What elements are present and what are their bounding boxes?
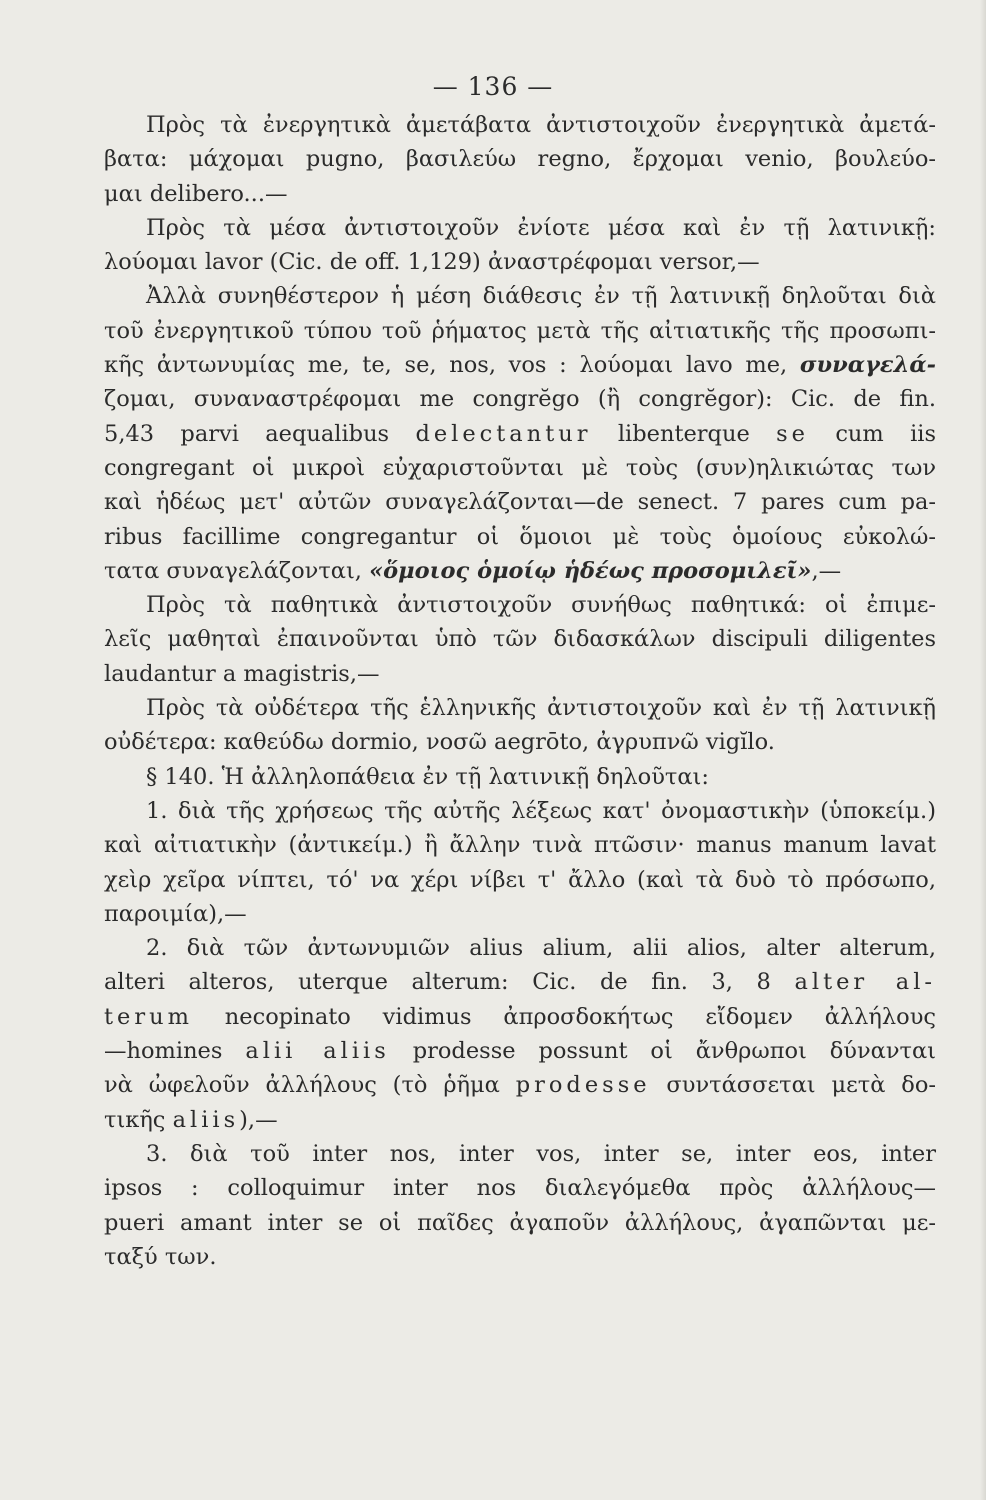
text-line xyxy=(104,1068,936,1102)
spaced-word: terum xyxy=(104,1003,193,1030)
page-number: — 136 — xyxy=(432,72,554,101)
text-segment: —homines xyxy=(104,1038,246,1065)
text-line: laudantur a magistris,— xyxy=(104,660,380,687)
spaced-word: alii aliis xyxy=(245,1038,390,1065)
text-line: 2. διὰ τῶν ἀντωνυμιῶν alius alium, alii alios, alter alterum, xyxy=(146,935,936,962)
text-segment: συντάσσεται μετὰ δο- xyxy=(650,1072,936,1099)
text-line: παροιμία),— xyxy=(104,900,247,927)
spaced-word: alter al- xyxy=(794,969,936,996)
text-segment: 5,43 parvi aequalibus xyxy=(104,420,416,447)
text-line: βατα: μάχομαι pugno, βασιλεύω regno, ἔρχομαι venio, βουλεύο- xyxy=(104,146,936,173)
text-line xyxy=(104,1034,936,1068)
emphasized-word: συναγελά- xyxy=(799,352,936,379)
text-line xyxy=(104,348,936,382)
text-segment: νὰ ὠφελοῦν ἀλλήλους (τὸ ῥῆμα xyxy=(104,1072,516,1099)
text-segment: prodesse possunt οἱ ἄνθρωποι δύνανται xyxy=(389,1038,936,1065)
text-line: Πρὸς τὰ ἐνεργητικὰ ἀμετάβατα ἀντιστοιχοῦν ἐνεργητικὰ ἀμετά- xyxy=(146,112,936,138)
text-line: Πρὸς τὰ παθητικὰ ἀντιστοιχοῦν συνήθως παθητικά: οἱ ἐπιμε- xyxy=(146,592,936,619)
text-line: οὐδέτερα: καθεύδω dormio, νοσῶ aegrōto, ἀγρυπνῶ vigĭlo. xyxy=(104,729,775,756)
text-line xyxy=(104,1000,936,1034)
text-line: 3. διὰ τοῦ inter nos, inter vos, inter se, inter eos, inter xyxy=(146,1140,936,1167)
text-segment: libenterque xyxy=(591,420,777,447)
text-line xyxy=(104,1103,936,1137)
text-line xyxy=(104,965,936,999)
text-line: ribus facillime congregantur οἱ ὅμοιοι μὲ τοὺς ὁμοίους εὐκολώ- xyxy=(104,523,936,550)
text-line: ζομαι, συναναστρέφομαι me congrĕgo (ἢ congrĕgor): Cic. de fin. xyxy=(104,386,936,413)
text-segment: alteri alteros, uterque alterum: Cic. de fin. 3, 8 xyxy=(104,969,795,996)
text-line: pueri amant inter se οἱ παῖδες ἀγαποῦν ἀλλήλους, ἀγαπῶνται με- xyxy=(104,1209,936,1236)
text-line: 1. διὰ τῆς χρήσεως τῆς αὐτῆς λέξεως κατ' ὀνομαστικὴν (ὑποκείμ.) xyxy=(146,797,936,824)
section-heading: § 140. Ἡ ἀλληλοπάθεια ἐν τῇ λατινικῇ δηλοῦται: xyxy=(146,763,709,790)
text-line xyxy=(104,554,936,588)
text-segment: ,— xyxy=(811,557,842,584)
text-line: Ἀλλὰ συνηθέστερον ἡ μέση διάθεσις ἐν τῇ λατινικῇ δηλοῦται διὰ xyxy=(146,283,936,310)
spaced-word: aliis xyxy=(172,1106,240,1133)
text-segment: necopinato vidimus ἀπροσδοκήτως εἴδομεν ἀλλήλους xyxy=(192,1003,936,1030)
page-edge-shadow xyxy=(980,0,986,1500)
proverb-quote: «ὅμοιος ὁμοίῳ ἡδέως προσομιλεῖ» xyxy=(369,557,812,584)
text-line: congregant οἱ μικροὶ εὐχαριστοῦνται μὲ τοὺς (συν)ηλικιώτας των xyxy=(104,454,936,481)
text-line: ταξύ των. xyxy=(104,1243,217,1270)
text-line: λεῖς μαθηταὶ ἐπαινοῦνται ὑπὸ τῶν διδασκάλων discipuli diligentes xyxy=(104,626,936,653)
spaced-word: prodesse xyxy=(515,1072,651,1099)
spaced-word: se xyxy=(776,420,809,447)
text-line: Πρὸς τὰ μέσα ἀντιστοιχοῦν ἐνίοτε μέσα καὶ ἐν τῇ λατινικῇ: xyxy=(146,214,936,241)
text-line: λούομαι lavor (Cic. de off. 1,129) ἀναστρέφομαι versor,— xyxy=(104,249,760,276)
text-segment: ),— xyxy=(239,1106,278,1133)
text-line: τοῦ ἐνεργητικοῦ τύπου τοῦ ῥήματος μετὰ τῆς αἰτιατικῆς τῆς προσωπι- xyxy=(104,317,936,344)
text-segment: τατα συναγελάζονται, xyxy=(104,557,370,584)
text-segment: κῆς ἀντωνυμίας me, te, se, nos, vos : λούομαι lavo me, xyxy=(104,352,800,379)
text-line xyxy=(104,417,936,451)
text-line: μαι delibero...— xyxy=(104,180,288,207)
text-segment: τικῆς xyxy=(104,1106,173,1133)
text-line: καὶ αἰτιατικὴν (ἀντικείμ.) ἢ ἄλλην τινὰ πτῶσιν· manus manum lavat xyxy=(104,832,936,859)
text-line: ipsos : colloquimur inter nos διαλεγόμεθα πρὸς ἀλλήλους— xyxy=(104,1175,936,1202)
body-text xyxy=(104,108,936,1274)
spaced-word: delectantur xyxy=(415,420,592,447)
text-line: χεὶρ χεῖρα νίπτει, τό' να χέρι νίβει τ' ἄλλο (καὶ τὰ δυὸ τὸ πρόσωπο, xyxy=(104,866,936,893)
text-line: Πρὸς τὰ οὐδέτερα τῆς ἑλληνικῆς ἀντιστοιχοῦν καὶ ἐν τῇ λατινικῇ xyxy=(146,695,936,722)
text-line: καὶ ἡδέως μετ' αὐτῶν συναγελάζονται—de senect. 7 pares cum pa- xyxy=(104,489,936,516)
text-segment: cum iis xyxy=(808,420,937,447)
